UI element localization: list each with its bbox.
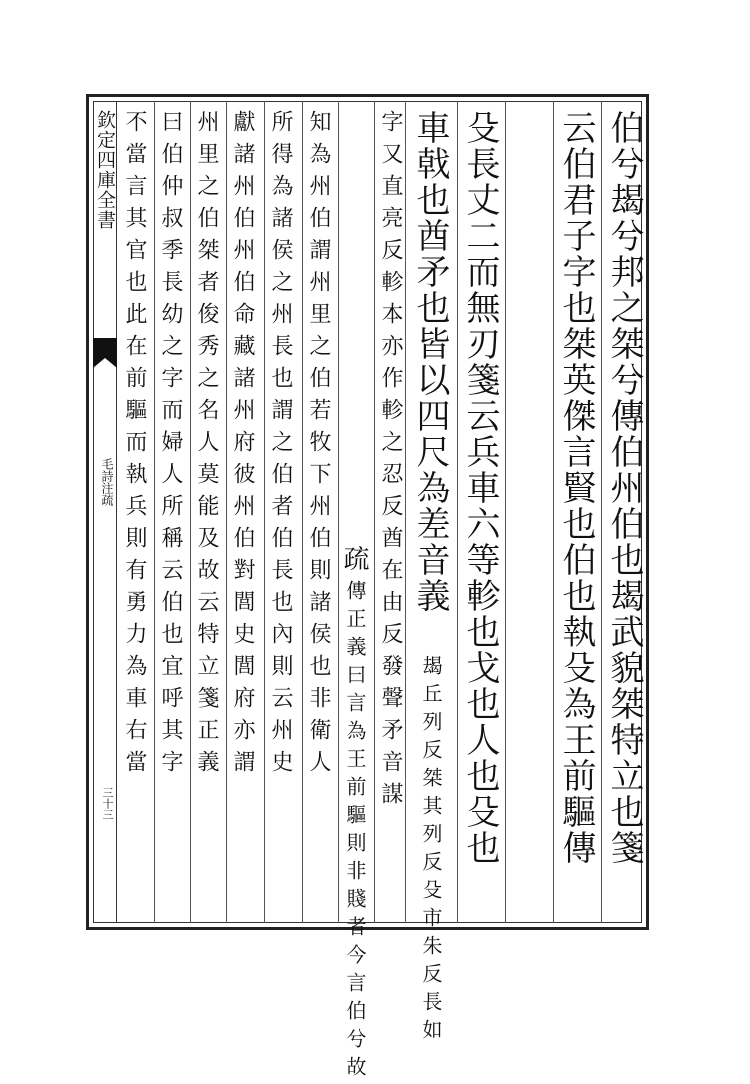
text-column-2: 云伯君子字也桀英傑言賢也伯也執殳為王前驅傳 bbox=[556, 110, 596, 866]
text-column-6: 知為州伯謂州里之伯若牧下州伯則諸侯也非衛人 bbox=[306, 110, 331, 782]
column-rule bbox=[302, 101, 303, 923]
text-column-10: 曰伯仲叔季長幼之字而婦人所稱云伯也宜呼其字 bbox=[158, 110, 183, 782]
column-rule bbox=[264, 101, 265, 923]
column-rule bbox=[505, 101, 506, 923]
column-rule bbox=[154, 101, 155, 923]
text-column-9: 州里之伯桀者俊秀之名人莫能及故云特立箋正義 bbox=[194, 110, 219, 782]
annotation-column-5: 傳正義曰言為王前驅則非賤者今言伯兮故 bbox=[343, 580, 367, 1084]
column-rule bbox=[190, 101, 191, 923]
column-rule bbox=[338, 101, 339, 923]
text-column-11: 不當言其官也此在前驅而執兵則有勇力為車右當 bbox=[122, 110, 147, 782]
text-column-5: 字又直亮反軫本亦作軫之忍反酋在由反發聲矛音謀 bbox=[378, 110, 403, 814]
text-column-4: 車戟也酋矛也皆以四尺為差音義 bbox=[410, 110, 450, 614]
annotation-column-4: 朅丘列反桀其列反殳市朱反長如 bbox=[419, 655, 443, 1047]
column-rule bbox=[405, 101, 406, 923]
column-rule bbox=[226, 101, 227, 923]
collection-title: 欽定四庫全書 bbox=[94, 110, 116, 230]
column-rule bbox=[601, 101, 602, 923]
section-label-shu: 疏 bbox=[339, 545, 369, 581]
text-column-7: 所得為諸侯之州長也謂之伯者伯長也內則云州史 bbox=[268, 110, 293, 782]
fish-tail-mark-icon bbox=[93, 338, 117, 376]
text-column-3: 殳長丈二而無刃箋云兵車六等軫也戈也人也殳也 bbox=[460, 110, 500, 866]
column-rule bbox=[553, 101, 554, 923]
column-rule bbox=[457, 101, 458, 923]
text-column-1: 伯兮朅兮邦之桀兮傳伯州伯也朅武貌桀特立也箋 bbox=[604, 110, 644, 866]
page-number: 三十三 bbox=[101, 787, 114, 820]
text-column-8: 獻諸州伯州伯命藏諸州府彼州伯對閭史閭府亦謂 bbox=[230, 110, 255, 782]
column-rule bbox=[374, 101, 375, 923]
book-title: 毛詩注疏 bbox=[100, 458, 114, 506]
